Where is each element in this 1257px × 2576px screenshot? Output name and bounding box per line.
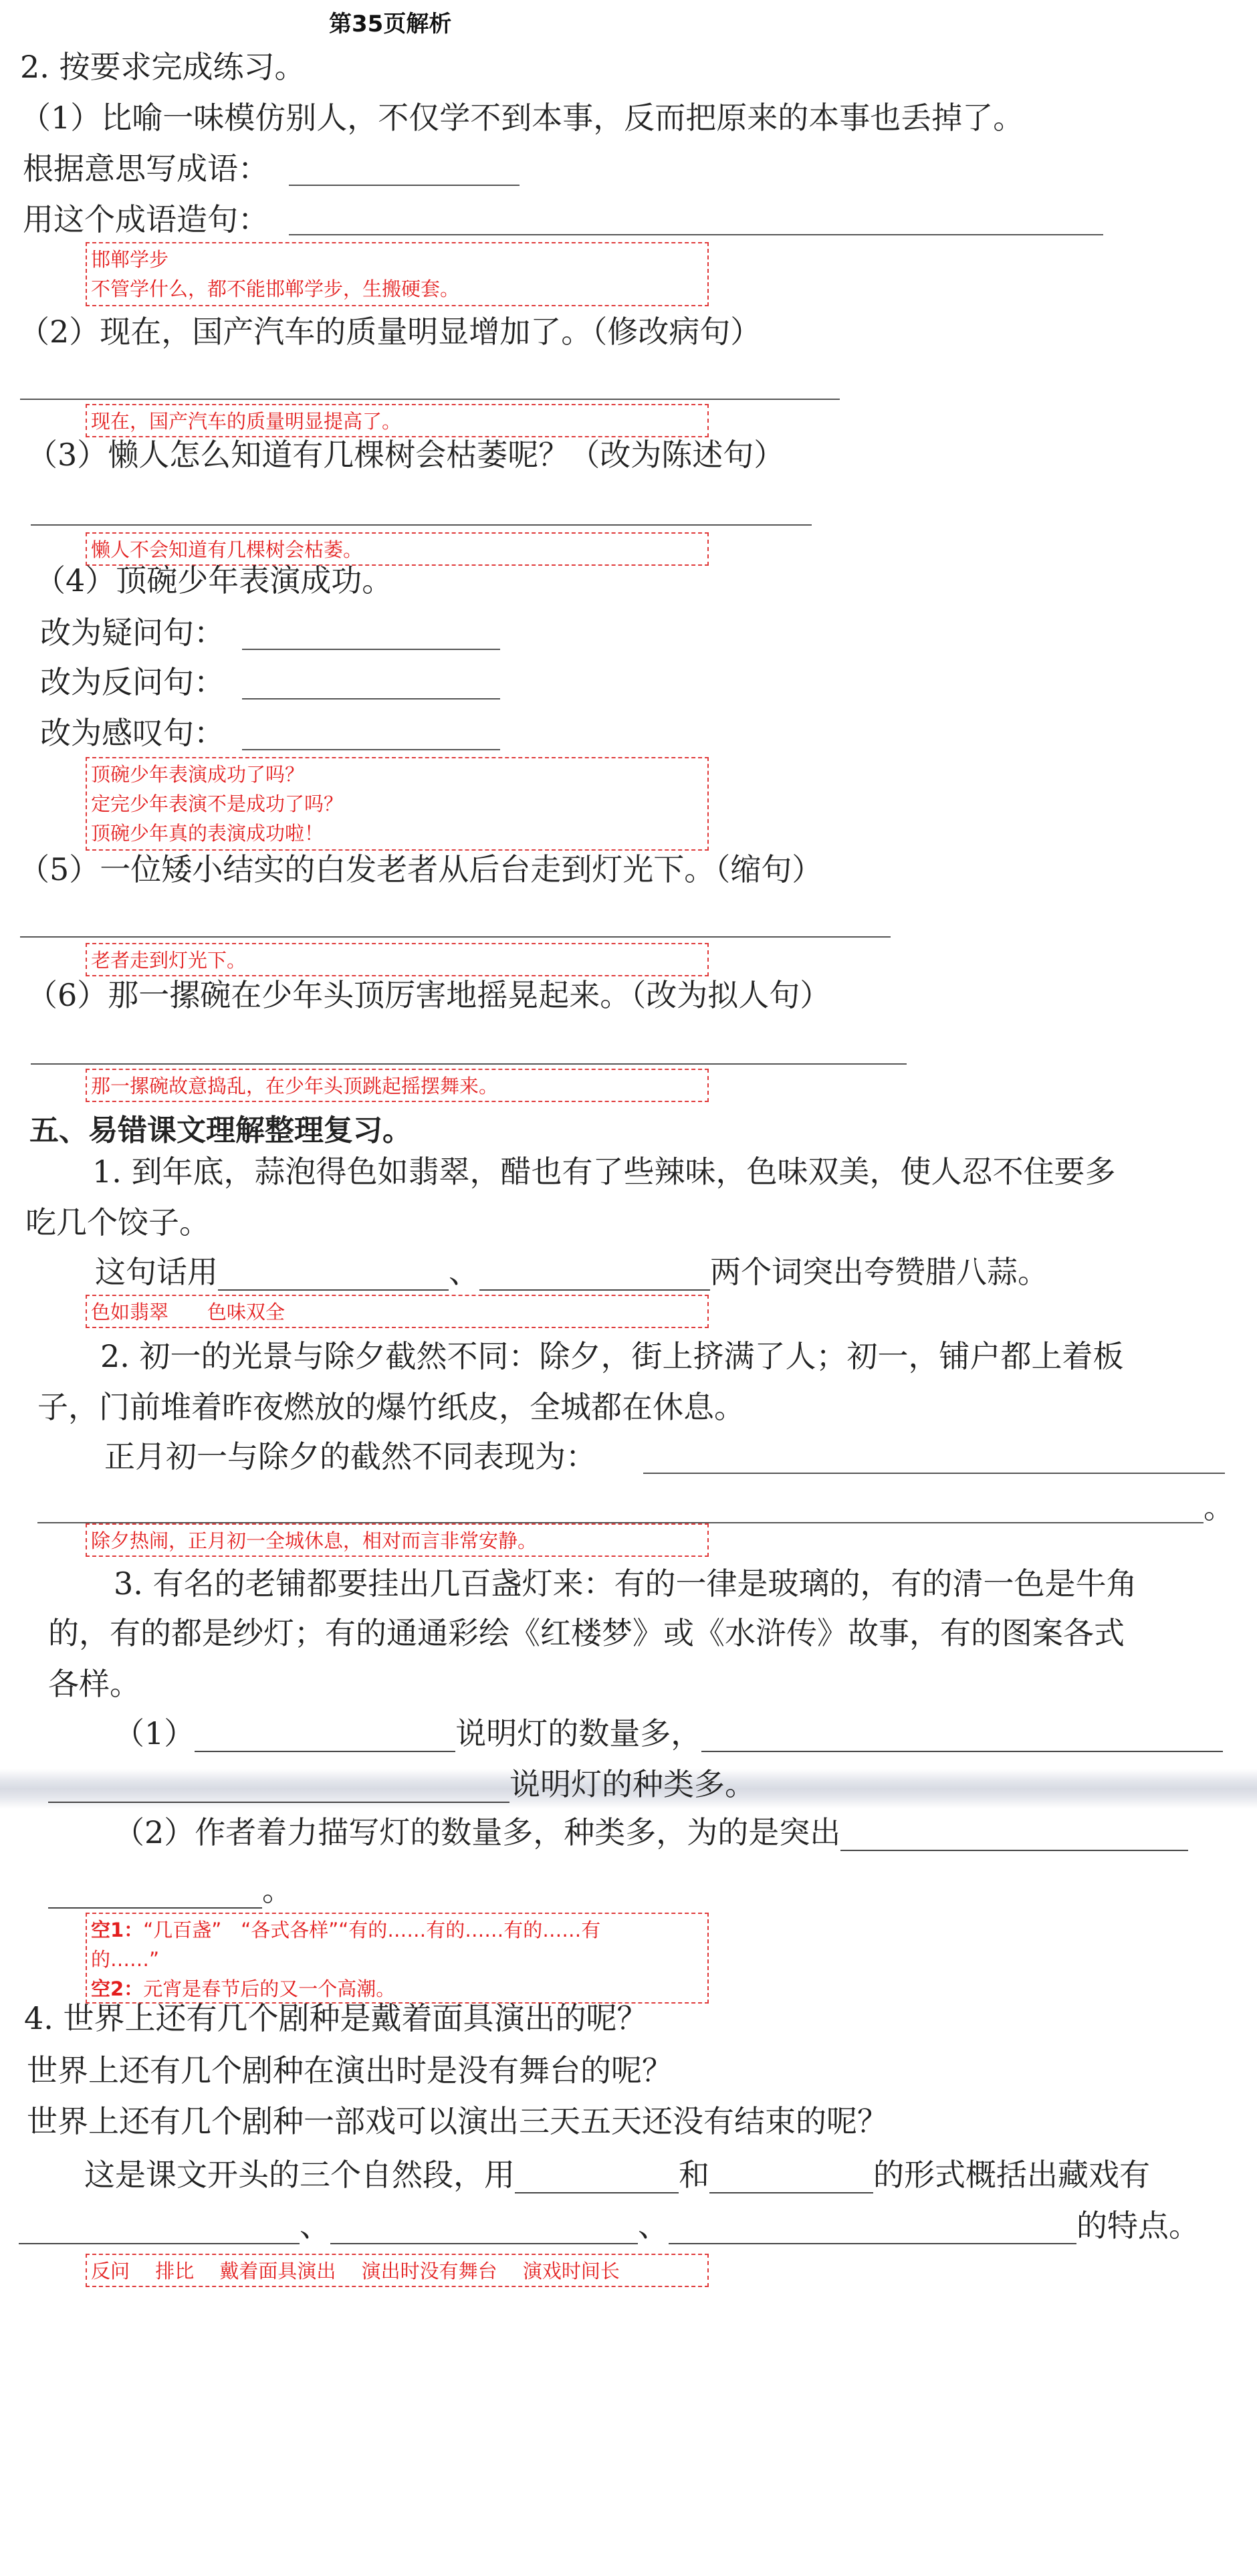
prompt-text: 这是课文开头的三个自然段，用 xyxy=(84,2157,515,2193)
s5-item1-line1: 1. 到年底，蒜泡得色如翡翠，醋也有了些辣味，色味双美，使人忍不住要多 xyxy=(92,1154,1116,1190)
prompt-text: 两个词突出夸赞腊八蒜。 xyxy=(710,1254,1048,1290)
answer-text: 懒人不会知道有几棵树会枯萎。 xyxy=(91,538,363,561)
blank xyxy=(218,1263,449,1291)
q2-part4-text: （4）顶碗少年表演成功。 xyxy=(35,562,393,599)
answer-box-q2-6 xyxy=(86,1069,709,1102)
s5-item2-line1: 2. 初一的光景与除夕截然不同：除夕，街上挤满了人；初一，铺户都上着板 xyxy=(100,1338,1124,1374)
answer-line xyxy=(20,936,891,938)
blank xyxy=(840,1823,1188,1851)
s5-item3-q2 xyxy=(114,1814,1188,1851)
prompt-text: 的形式概括出藏戏有 xyxy=(873,2157,1150,2193)
s5-item3-line1: 3. 有名的老铺都要挂出几百盏灯来：有的一律是玻璃的，有的清一色是牛角 xyxy=(114,1566,1137,1602)
s5-item4-question-a xyxy=(84,2156,1150,2193)
question-2-title: 2. 按要求完成练习。 xyxy=(20,49,306,85)
answer-box-q2-3 xyxy=(86,532,709,566)
blank xyxy=(709,2165,873,2193)
answer-line xyxy=(31,1063,907,1065)
answer-text: 现在，国产汽车的质量明显提高了。 xyxy=(91,410,402,433)
prompt-text: （2）作者着力描写灯的数量多，种类多，为的是突出 xyxy=(114,1814,841,1850)
s5-item1-line2: 吃几个饺子。 xyxy=(25,1204,210,1241)
q2-part6-text: （6）那一摞碗在少年头顶厉害地摇晃起来。（改为拟人句） xyxy=(27,977,831,1013)
s5-item3-q1-b xyxy=(48,1765,756,1803)
answer-box-s5-2 xyxy=(86,1523,709,1557)
q2-part5-text: （5）一位矮小结实的白发老者从后台走到灯光下。（缩句） xyxy=(19,851,823,887)
prompt-text: （1） xyxy=(114,1715,195,1751)
s5-item3-q2-cont xyxy=(48,1871,293,1909)
answer-line xyxy=(242,749,500,750)
answer-text: 邯郸学步 xyxy=(91,248,169,271)
blank xyxy=(479,1263,710,1291)
prompt-text: 说明灯的数量多， xyxy=(455,1715,702,1751)
s5-item3-line3: 各样。 xyxy=(48,1666,140,1702)
q2-part4-rhetorical-label: 改为反问句： xyxy=(40,664,225,700)
answer-line xyxy=(31,524,812,526)
blank xyxy=(330,2216,638,2244)
section-5-title: 五、易错课文理解整理复习。 xyxy=(29,1113,412,1148)
answer-box-q2-2 xyxy=(86,404,709,437)
q2-part1-text: （1）比喻一味模仿别人，不仅学不到本事，反而把原来的本事也丢掉了。 xyxy=(20,100,1024,136)
s5-item4-line3: 世界上还有几个剧种一部戏可以演出三天五天还没有结束的呢？ xyxy=(27,2103,888,2139)
answer-box-q2-1 xyxy=(86,242,709,306)
answer-text: 除夕热闹，正月初一全城休息，相对而言非常安静。 xyxy=(91,1529,538,1552)
s5-item2-question: 正月初一与除夕的截然不同表现为： xyxy=(104,1438,596,1475)
blank-key: 空1： xyxy=(91,1919,144,1941)
separator: 、 xyxy=(449,1254,479,1290)
answer-text: 定完少年表演不是成功了吗？ xyxy=(91,792,344,815)
answer-text: 老者走到灯光下。 xyxy=(91,949,247,972)
q2-part1-idiom-label: 根据意思写成语： xyxy=(23,150,269,187)
blank xyxy=(19,2216,300,2244)
prompt-text: 说明灯的种类多。 xyxy=(509,1766,756,1802)
answer-text: 反问 排比 戴着面具演出 演出时没有舞台 演戏时间长 xyxy=(91,2260,620,2282)
s5-item4-line2: 世界上还有几个剧种在演出时是没有舞台的呢？ xyxy=(27,2052,673,2088)
answer-text: 色如翡翠 色味双全 xyxy=(91,1301,285,1323)
page-header: 第35页解析 xyxy=(329,11,452,37)
blank xyxy=(669,2216,1076,2244)
s5-item3-q1-a xyxy=(114,1715,1223,1752)
prompt-text: 和 xyxy=(679,2157,709,2193)
answer-box-s5-1 xyxy=(86,1295,709,1328)
end-period: 。 xyxy=(262,1872,293,1908)
blank-key: 空2： xyxy=(91,1977,144,2000)
q2-part4-question-label: 改为疑问句： xyxy=(40,615,225,651)
answer-text: 那一摞碗故意捣乱，在少年头顶跳起摇摆舞来。 xyxy=(91,1075,499,1097)
q2-part3-text: （3）懒人怎么知道有几棵树会枯萎呢？（改为陈述句） xyxy=(27,437,785,473)
q2-part4-exclamation-label: 改为感叹句： xyxy=(40,715,225,751)
blank xyxy=(48,1881,262,1909)
answer-text: 顶碗少年表演成功了吗？ xyxy=(91,763,305,786)
answer-line xyxy=(20,399,840,400)
answer-text: 顶碗少年真的表演成功啦！ xyxy=(91,822,324,845)
s5-item3-line2: 的，有的都是纱灯；有的通通彩绘《红楼梦》或《水浒传》故事，有的图案各式 xyxy=(48,1615,1125,1651)
s5-item4-line1: 4. 世界上还有几个剧种是戴着面具演出的呢？ xyxy=(24,2000,648,2036)
answer-line xyxy=(242,698,500,700)
blank xyxy=(195,1724,455,1752)
answer-line xyxy=(643,1473,1225,1474)
sentence-answer-line xyxy=(289,234,1103,235)
end-period: 。 xyxy=(1204,1489,1234,1525)
answer-text: 元宵是春节后的又一个高潮。 xyxy=(143,1977,396,2000)
blank xyxy=(515,2165,679,2193)
answer-text: 不管学什么，都不能邯郸学步，生搬硬套。 xyxy=(91,278,460,300)
s5-item2-line2: 子，门前堆着昨夜燃放的爆竹纸皮，全城都在休息。 xyxy=(37,1389,745,1425)
answer-box-s5-4 xyxy=(86,2254,709,2287)
answer-box-q2-4 xyxy=(86,757,709,851)
idiom-answer-line xyxy=(289,185,520,186)
separator: 、 xyxy=(638,2208,669,2244)
s5-item4-question-b xyxy=(19,2207,1199,2244)
prompt-text: 的特点。 xyxy=(1076,2208,1199,2244)
answer-line xyxy=(242,649,500,650)
q2-part2-text: （2）现在，国产汽车的质量明显增加了。（修改病句） xyxy=(19,314,762,350)
answer-text: “几百盏” “各式各样”“有的……有的……有的……有 xyxy=(143,1919,601,1941)
answer-line-2 xyxy=(91,1945,703,1974)
separator: 、 xyxy=(300,2208,330,2244)
s5-item1-question xyxy=(95,1253,1048,1291)
blank xyxy=(48,1775,509,1803)
q2-part1-sentence-label: 用这个成语造句： xyxy=(23,201,269,237)
answer-box-q2-5 xyxy=(86,943,709,976)
answer-box-s5-3 xyxy=(86,1913,709,2004)
prompt-text: 这句话用 xyxy=(95,1254,218,1290)
answer-text: 的……” xyxy=(91,1948,160,1971)
blank xyxy=(701,1724,1223,1752)
answer-line-1 xyxy=(91,1915,703,1945)
